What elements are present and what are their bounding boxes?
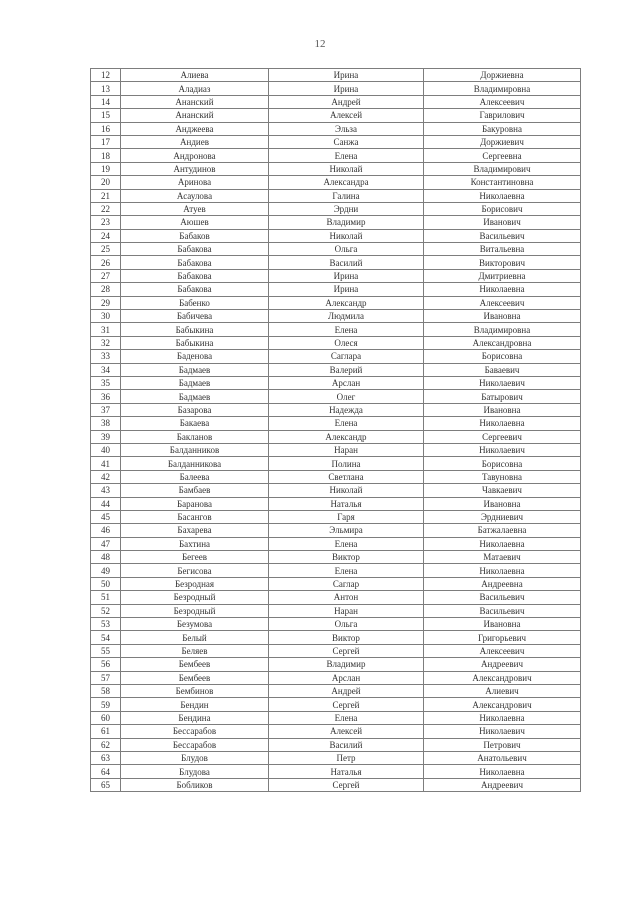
first-name-cell: Виктор bbox=[269, 551, 424, 564]
patronymic-cell: Борисовна bbox=[424, 350, 581, 363]
table-row bbox=[91, 189, 581, 202]
patronymic-cell: Матаевич bbox=[424, 551, 581, 564]
patronymic-cell: Николаевна bbox=[424, 189, 581, 202]
row-number: 43 bbox=[91, 484, 121, 497]
surname-cell: Андронова bbox=[121, 149, 269, 162]
surname-cell: Антудинов bbox=[121, 162, 269, 175]
table-row bbox=[91, 738, 581, 751]
roster-table bbox=[90, 68, 581, 792]
patronymic-cell: Григорьевич bbox=[424, 631, 581, 644]
patronymic-cell: Баваевич bbox=[424, 363, 581, 376]
first-name-cell: Ирина bbox=[269, 283, 424, 296]
patronymic-cell: Анатольевич bbox=[424, 751, 581, 764]
table-row bbox=[91, 269, 581, 282]
table-row bbox=[91, 162, 581, 175]
patronymic-cell: Александровна bbox=[424, 336, 581, 349]
surname-cell: Бабакова bbox=[121, 269, 269, 282]
first-name-cell: Николай bbox=[269, 162, 424, 175]
row-number: 40 bbox=[91, 443, 121, 456]
first-name-cell: Ирина bbox=[269, 269, 424, 282]
row-number: 53 bbox=[91, 618, 121, 631]
row-number: 63 bbox=[91, 751, 121, 764]
row-number: 59 bbox=[91, 698, 121, 711]
patronymic-cell: Борисович bbox=[424, 202, 581, 215]
patronymic-cell: Алексеевич bbox=[424, 95, 581, 108]
row-number: 35 bbox=[91, 376, 121, 389]
patronymic-cell: Андреевич bbox=[424, 658, 581, 671]
table-row bbox=[91, 95, 581, 108]
table-row bbox=[91, 323, 581, 336]
patronymic-cell: Батырович bbox=[424, 390, 581, 403]
page-number: 12 bbox=[314, 38, 326, 50]
surname-cell: Бабакова bbox=[121, 243, 269, 256]
table-row bbox=[91, 256, 581, 269]
surname-cell: Бадмаев bbox=[121, 390, 269, 403]
first-name-cell: Елена bbox=[269, 537, 424, 550]
row-number: 39 bbox=[91, 430, 121, 443]
table-row bbox=[91, 457, 581, 470]
first-name-cell: Надежда bbox=[269, 403, 424, 416]
patronymic-cell: Николаевна bbox=[424, 417, 581, 430]
patronymic-cell: Васильевич bbox=[424, 591, 581, 604]
row-number: 27 bbox=[91, 269, 121, 282]
row-number: 38 bbox=[91, 417, 121, 430]
first-name-cell: Владимир bbox=[269, 658, 424, 671]
first-name-cell: Олеся bbox=[269, 336, 424, 349]
first-name-cell: Полина bbox=[269, 457, 424, 470]
row-number: 29 bbox=[91, 296, 121, 309]
surname-cell: Анджеева bbox=[121, 122, 269, 135]
row-number: 50 bbox=[91, 577, 121, 590]
surname-cell: Аюшев bbox=[121, 216, 269, 229]
row-number: 12 bbox=[91, 69, 121, 82]
patronymic-cell: Васильевич bbox=[424, 604, 581, 617]
first-name-cell: Эльмира bbox=[269, 524, 424, 537]
row-number: 21 bbox=[91, 189, 121, 202]
surname-cell: Бембеев bbox=[121, 658, 269, 671]
surname-cell: Бембинов bbox=[121, 684, 269, 697]
first-name-cell: Андрей bbox=[269, 684, 424, 697]
row-number: 45 bbox=[91, 510, 121, 523]
table-row bbox=[91, 510, 581, 523]
row-number: 31 bbox=[91, 323, 121, 336]
row-number: 18 bbox=[91, 149, 121, 162]
patronymic-cell: Доржиевна bbox=[424, 69, 581, 82]
first-name-cell: Санжа bbox=[269, 135, 424, 148]
table-row bbox=[91, 778, 581, 791]
table-row bbox=[91, 765, 581, 778]
surname-cell: Бабакова bbox=[121, 256, 269, 269]
first-name-cell: Светлана bbox=[269, 470, 424, 483]
first-name-cell: Эрдни bbox=[269, 202, 424, 215]
table-row bbox=[91, 671, 581, 684]
row-number: 26 bbox=[91, 256, 121, 269]
row-number: 19 bbox=[91, 162, 121, 175]
first-name-cell: Алексей bbox=[269, 109, 424, 122]
first-name-cell: Саглара bbox=[269, 350, 424, 363]
table-row bbox=[91, 310, 581, 323]
patronymic-cell: Алиевич bbox=[424, 684, 581, 697]
first-name-cell: Валерий bbox=[269, 363, 424, 376]
patronymic-cell: Николаевна bbox=[424, 283, 581, 296]
surname-cell: Бахарева bbox=[121, 524, 269, 537]
table-row bbox=[91, 82, 581, 95]
first-name-cell: Саглар bbox=[269, 577, 424, 590]
surname-cell: Ананский bbox=[121, 109, 269, 122]
surname-cell: Балданникова bbox=[121, 457, 269, 470]
first-name-cell: Александр bbox=[269, 430, 424, 443]
patronymic-cell: Ивановна bbox=[424, 310, 581, 323]
surname-cell: Безумова bbox=[121, 618, 269, 631]
table-row bbox=[91, 564, 581, 577]
surname-cell: Безродный bbox=[121, 591, 269, 604]
row-number: 61 bbox=[91, 725, 121, 738]
first-name-cell: Владимир bbox=[269, 216, 424, 229]
table-row bbox=[91, 524, 581, 537]
surname-cell: Бембеев bbox=[121, 671, 269, 684]
row-number: 48 bbox=[91, 551, 121, 564]
surname-cell: Алиева bbox=[121, 69, 269, 82]
surname-cell: Бабаков bbox=[121, 229, 269, 242]
surname-cell: Бессарабов bbox=[121, 725, 269, 738]
patronymic-cell: Николаевна bbox=[424, 537, 581, 550]
surname-cell: Бабыкина bbox=[121, 336, 269, 349]
row-number: 62 bbox=[91, 738, 121, 751]
table-row bbox=[91, 403, 581, 416]
first-name-cell: Алексей bbox=[269, 725, 424, 738]
surname-cell: Бендина bbox=[121, 711, 269, 724]
patronymic-cell: Дмитриевна bbox=[424, 269, 581, 282]
table-row bbox=[91, 430, 581, 443]
surname-cell: Бабакова bbox=[121, 283, 269, 296]
patronymic-cell: Николаевич bbox=[424, 376, 581, 389]
row-number: 52 bbox=[91, 604, 121, 617]
row-number: 60 bbox=[91, 711, 121, 724]
table-row bbox=[91, 551, 581, 564]
first-name-cell: Александр bbox=[269, 296, 424, 309]
first-name-cell: Наталья bbox=[269, 497, 424, 510]
table-row bbox=[91, 229, 581, 242]
surname-cell: Белый bbox=[121, 631, 269, 644]
row-number: 36 bbox=[91, 390, 121, 403]
first-name-cell: Ирина bbox=[269, 69, 424, 82]
surname-cell: Баденова bbox=[121, 350, 269, 363]
first-name-cell: Ольга bbox=[269, 243, 424, 256]
row-number: 42 bbox=[91, 470, 121, 483]
table-row bbox=[91, 698, 581, 711]
table-row bbox=[91, 363, 581, 376]
row-number: 23 bbox=[91, 216, 121, 229]
first-name-cell: Ирина bbox=[269, 82, 424, 95]
table-row bbox=[91, 69, 581, 82]
patronymic-cell: Викторович bbox=[424, 256, 581, 269]
first-name-cell: Елена bbox=[269, 417, 424, 430]
surname-cell: Бендин bbox=[121, 698, 269, 711]
first-name-cell: Олег bbox=[269, 390, 424, 403]
row-number: 47 bbox=[91, 537, 121, 550]
table-row bbox=[91, 725, 581, 738]
first-name-cell: Наталья bbox=[269, 765, 424, 778]
surname-cell: Балданников bbox=[121, 443, 269, 456]
table-row bbox=[91, 122, 581, 135]
patronymic-cell: Чавкаевич bbox=[424, 484, 581, 497]
table-row bbox=[91, 336, 581, 349]
first-name-cell: Гаря bbox=[269, 510, 424, 523]
row-number: 65 bbox=[91, 778, 121, 791]
first-name-cell: Арслан bbox=[269, 671, 424, 684]
table-row bbox=[91, 658, 581, 671]
patronymic-cell: Николаевна bbox=[424, 711, 581, 724]
surname-cell: Бадмаев bbox=[121, 376, 269, 389]
surname-cell: Асаулова bbox=[121, 189, 269, 202]
patronymic-cell: Владимировна bbox=[424, 323, 581, 336]
patronymic-cell: Александрович bbox=[424, 671, 581, 684]
table-row bbox=[91, 149, 581, 162]
first-name-cell: Людмила bbox=[269, 310, 424, 323]
row-number: 25 bbox=[91, 243, 121, 256]
patronymic-cell: Константиновна bbox=[424, 176, 581, 189]
table-row bbox=[91, 631, 581, 644]
patronymic-cell: Сергеевич bbox=[424, 430, 581, 443]
table-row bbox=[91, 243, 581, 256]
row-number: 32 bbox=[91, 336, 121, 349]
table-row bbox=[91, 390, 581, 403]
first-name-cell: Эльза bbox=[269, 122, 424, 135]
surname-cell: Ананский bbox=[121, 95, 269, 108]
patronymic-cell: Тавуновна bbox=[424, 470, 581, 483]
row-number: 30 bbox=[91, 310, 121, 323]
surname-cell: Бобликов bbox=[121, 778, 269, 791]
patronymic-cell: Андреевна bbox=[424, 577, 581, 590]
first-name-cell: Елена bbox=[269, 711, 424, 724]
table-row bbox=[91, 283, 581, 296]
first-name-cell: Галина bbox=[269, 189, 424, 202]
surname-cell: Бахтина bbox=[121, 537, 269, 550]
first-name-cell: Александра bbox=[269, 176, 424, 189]
patronymic-cell: Гаврилович bbox=[424, 109, 581, 122]
first-name-cell: Ольга bbox=[269, 618, 424, 631]
patronymic-cell: Ивановна bbox=[424, 618, 581, 631]
row-number: 46 bbox=[91, 524, 121, 537]
table-row bbox=[91, 216, 581, 229]
first-name-cell: Елена bbox=[269, 149, 424, 162]
table-row bbox=[91, 577, 581, 590]
surname-cell: Бамбаев bbox=[121, 484, 269, 497]
patronymic-cell: Владимирович bbox=[424, 162, 581, 175]
row-number: 14 bbox=[91, 95, 121, 108]
row-number: 64 bbox=[91, 765, 121, 778]
row-number: 16 bbox=[91, 122, 121, 135]
patronymic-cell: Николаевна bbox=[424, 765, 581, 778]
row-number: 55 bbox=[91, 644, 121, 657]
row-number: 51 bbox=[91, 591, 121, 604]
row-number: 41 bbox=[91, 457, 121, 470]
surname-cell: Аринова bbox=[121, 176, 269, 189]
patronymic-cell: Ивановна bbox=[424, 403, 581, 416]
row-number: 34 bbox=[91, 363, 121, 376]
table-row bbox=[91, 443, 581, 456]
surname-cell: Басангов bbox=[121, 510, 269, 523]
table-row bbox=[91, 684, 581, 697]
table-row bbox=[91, 644, 581, 657]
table-row bbox=[91, 350, 581, 363]
first-name-cell: Василий bbox=[269, 738, 424, 751]
surname-cell: Безродный bbox=[121, 604, 269, 617]
surname-cell: Бабыкина bbox=[121, 323, 269, 336]
first-name-cell: Виктор bbox=[269, 631, 424, 644]
row-number: 22 bbox=[91, 202, 121, 215]
table-row bbox=[91, 484, 581, 497]
first-name-cell: Елена bbox=[269, 323, 424, 336]
patronymic-cell: Ивановна bbox=[424, 497, 581, 510]
patronymic-cell: Александрович bbox=[424, 698, 581, 711]
first-name-cell: Андрей bbox=[269, 95, 424, 108]
patronymic-cell: Доржиевич bbox=[424, 135, 581, 148]
surname-cell: Баранова bbox=[121, 497, 269, 510]
first-name-cell: Антон bbox=[269, 591, 424, 604]
first-name-cell: Арслан bbox=[269, 376, 424, 389]
first-name-cell: Василий bbox=[269, 256, 424, 269]
patronymic-cell: Андреевич bbox=[424, 778, 581, 791]
patronymic-cell: Васильевич bbox=[424, 229, 581, 242]
row-number: 44 bbox=[91, 497, 121, 510]
surname-cell: Бадмаев bbox=[121, 363, 269, 376]
row-number: 37 bbox=[91, 403, 121, 416]
row-number: 15 bbox=[91, 109, 121, 122]
patronymic-cell: Витальевна bbox=[424, 243, 581, 256]
table-row bbox=[91, 176, 581, 189]
row-number: 57 bbox=[91, 671, 121, 684]
surname-cell: Беляев bbox=[121, 644, 269, 657]
first-name-cell: Николай bbox=[269, 229, 424, 242]
row-number: 58 bbox=[91, 684, 121, 697]
first-name-cell: Петр bbox=[269, 751, 424, 764]
patronymic-cell: Николаевич bbox=[424, 725, 581, 738]
table-row bbox=[91, 711, 581, 724]
patronymic-cell: Петрович bbox=[424, 738, 581, 751]
row-number: 56 bbox=[91, 658, 121, 671]
patronymic-cell: Иванович bbox=[424, 216, 581, 229]
row-number: 20 bbox=[91, 176, 121, 189]
table-row bbox=[91, 109, 581, 122]
surname-cell: Бессарабов bbox=[121, 738, 269, 751]
roster-body bbox=[91, 69, 581, 792]
first-name-cell: Сергей bbox=[269, 698, 424, 711]
first-name-cell: Николай bbox=[269, 484, 424, 497]
table-row bbox=[91, 497, 581, 510]
surname-cell: Бегисова bbox=[121, 564, 269, 577]
surname-cell: Базарова bbox=[121, 403, 269, 416]
table-row bbox=[91, 604, 581, 617]
row-number: 13 bbox=[91, 82, 121, 95]
table-row bbox=[91, 751, 581, 764]
patronymic-cell: Алексеевич bbox=[424, 644, 581, 657]
surname-cell: Аладиаз bbox=[121, 82, 269, 95]
table-row bbox=[91, 135, 581, 148]
patronymic-cell: Николаевич bbox=[424, 443, 581, 456]
patronymic-cell: Батжалаевна bbox=[424, 524, 581, 537]
surname-cell: Бакаева bbox=[121, 417, 269, 430]
row-number: 28 bbox=[91, 283, 121, 296]
surname-cell: Безродная bbox=[121, 577, 269, 590]
surname-cell: Блудов bbox=[121, 751, 269, 764]
patronymic-cell: Владимировна bbox=[424, 82, 581, 95]
first-name-cell: Сергей bbox=[269, 778, 424, 791]
row-number: 24 bbox=[91, 229, 121, 242]
table-row bbox=[91, 296, 581, 309]
table-row bbox=[91, 537, 581, 550]
patronymic-cell: Эрдниевич bbox=[424, 510, 581, 523]
row-number: 33 bbox=[91, 350, 121, 363]
patronymic-cell: Бакуровна bbox=[424, 122, 581, 135]
surname-cell: Балеева bbox=[121, 470, 269, 483]
row-number: 17 bbox=[91, 135, 121, 148]
table-row bbox=[91, 202, 581, 215]
patronymic-cell: Борисовна bbox=[424, 457, 581, 470]
row-number: 54 bbox=[91, 631, 121, 644]
surname-cell: Бегеев bbox=[121, 551, 269, 564]
table-row bbox=[91, 470, 581, 483]
surname-cell: Бабичева bbox=[121, 310, 269, 323]
table-row bbox=[91, 376, 581, 389]
surname-cell: Андиев bbox=[121, 135, 269, 148]
surname-cell: Бакланов bbox=[121, 430, 269, 443]
surname-cell: Атуев bbox=[121, 202, 269, 215]
first-name-cell: Наран bbox=[269, 604, 424, 617]
patronymic-cell: Сергеевна bbox=[424, 149, 581, 162]
patronymic-cell: Алексеевич bbox=[424, 296, 581, 309]
surname-cell: Блудова bbox=[121, 765, 269, 778]
row-number: 49 bbox=[91, 564, 121, 577]
table-row bbox=[91, 591, 581, 604]
table-row bbox=[91, 417, 581, 430]
patronymic-cell: Николаевна bbox=[424, 564, 581, 577]
table-row bbox=[91, 618, 581, 631]
first-name-cell: Елена bbox=[269, 564, 424, 577]
first-name-cell: Сергей bbox=[269, 644, 424, 657]
first-name-cell: Наран bbox=[269, 443, 424, 456]
surname-cell: Бабенко bbox=[121, 296, 269, 309]
